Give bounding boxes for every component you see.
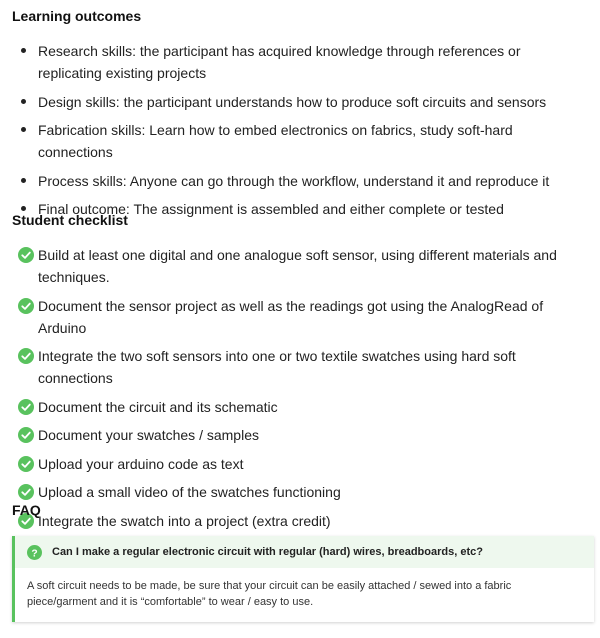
list-item-text: Research skills: the participant has acquired knowledge through references or replicating existing projects: [38, 43, 521, 81]
check-circle-icon: [18, 484, 34, 500]
faq-answer: A soft circuit needs to be made, be sure that your circuit can be easily attached / sewed into a fabric piece/garment and it is “comfortable” to wear / easy to use.: [27, 580, 512, 608]
list-item-text: Final outcome: The assignment is assembled and either complete or tested: [38, 201, 504, 217]
checklist-item: [12, 481, 592, 503]
checklist-item: [12, 396, 592, 418]
checklist-item: [12, 345, 592, 389]
checklist-item-text: Document the circuit and its schematic: [38, 398, 278, 415]
faq-callout: [12, 536, 594, 622]
list-item: [12, 91, 588, 113]
list-item-text: Fabrication skills: Learn how to embed electronics on fabrics, study soft-hard connections: [38, 122, 513, 160]
check-circle-icon: [18, 399, 34, 415]
bullet-icon: [21, 206, 26, 211]
checklist-item-text: Upload a small video of the swatches functioning: [38, 484, 341, 500]
svg-text:?: ?: [31, 547, 38, 559]
checklist-item: [12, 453, 592, 475]
check-circle-icon: [18, 427, 34, 443]
list-item: [12, 119, 588, 163]
checklist-item-text: Build at least one digital and one analogue soft sensor, using different materials and techniques.: [38, 247, 557, 285]
checklist-item: [12, 510, 592, 532]
check-circle-icon: [18, 348, 34, 364]
student-checklist: [12, 244, 592, 538]
student-checklist-heading: Student checklist: [12, 212, 128, 228]
bullet-icon: [21, 48, 26, 53]
checklist-item: [12, 295, 592, 339]
checklist-item: [12, 424, 592, 446]
checklist-item-text: Integrate the swatch into a project (extra credit): [38, 512, 331, 529]
learning-outcomes-heading: Learning outcomes: [12, 8, 142, 24]
faq-question: Can I make a regular electronic circuit with regular (hard) wires, breadboards, etc?: [52, 546, 483, 558]
list-item: [12, 170, 588, 192]
checklist-item-text: Document your swatches / samples: [38, 427, 259, 443]
checklist-item: [12, 244, 592, 288]
checklist-item-text: Upload your arduino code as text: [38, 455, 244, 472]
list-item-text: Design skills: the participant understands how to produce soft circuits and sensors: [38, 93, 547, 110]
learning-outcomes-list: [12, 40, 588, 227]
bullet-icon: [21, 127, 26, 132]
list-item-text: Process skills: Anyone can go through the workflow, understand it and reproduce it: [38, 172, 550, 189]
faq-heading: FAQ: [12, 502, 41, 518]
check-circle-icon: [18, 298, 34, 314]
check-circle-icon: [18, 456, 34, 472]
check-circle-icon: [18, 247, 34, 263]
question-circle-icon: [27, 545, 42, 560]
checklist-item-text: Integrate the two soft sensors into one or two textile swatches using hard soft connections: [38, 348, 516, 386]
bullet-icon: [21, 178, 26, 183]
list-item: [12, 40, 588, 84]
bullet-icon: [21, 99, 26, 104]
faq-question-row: [15, 536, 594, 568]
checklist-item-text: Document the sensor project as well as the readings got using the AnalogRead of Arduino: [38, 297, 544, 336]
